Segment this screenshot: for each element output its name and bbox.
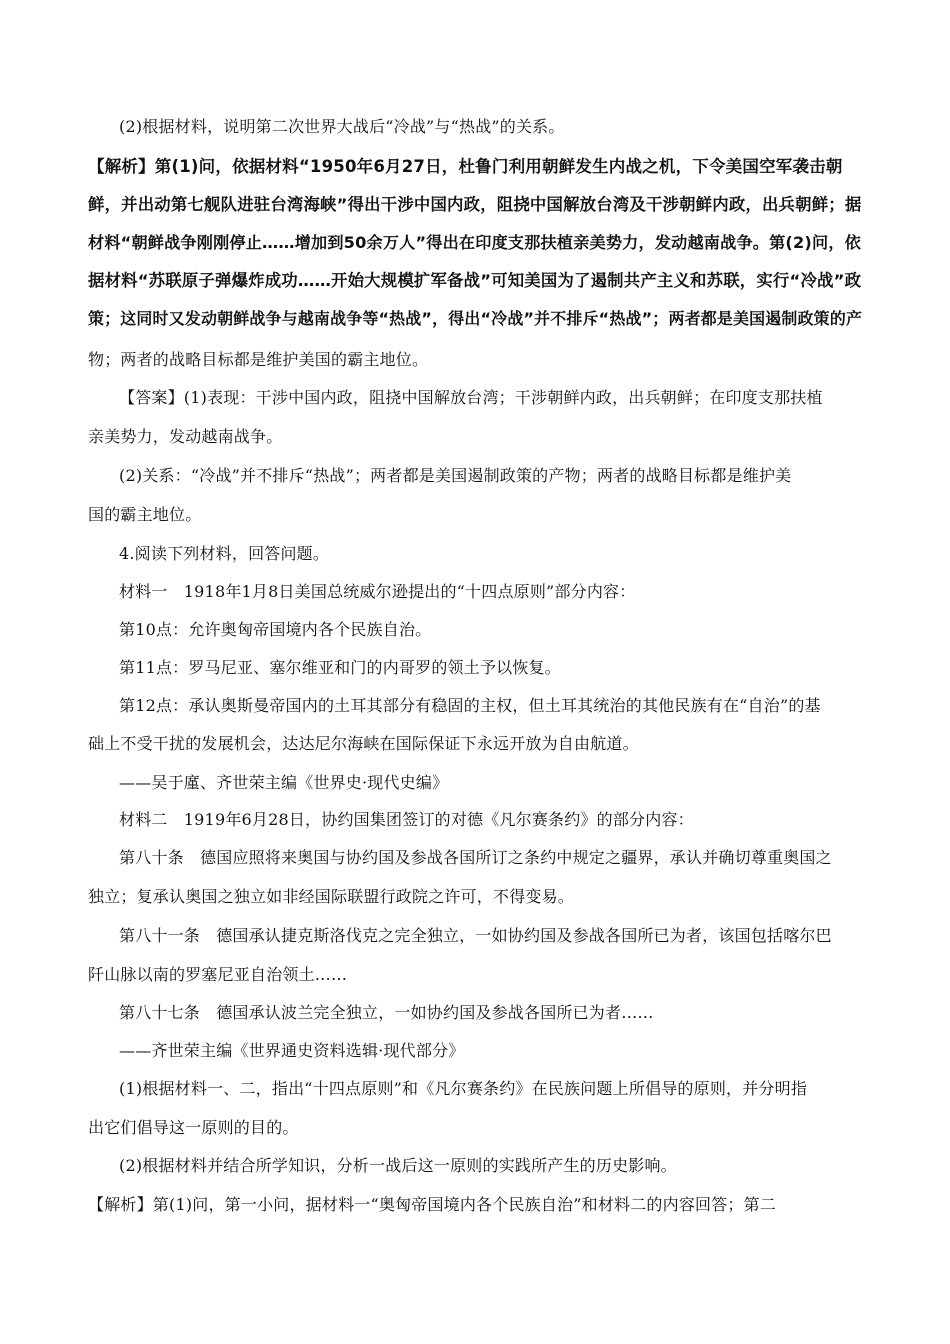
answer-line-3: (2)关系：“冷战”并不排斥“热战”；两者都是美国遏制政策的产物；两者的战略目标都是维护美 — [119, 466, 792, 485]
analysis-line-6: 物；两者的战略目标都是维护美国的霸主地位。 — [88, 350, 429, 369]
point-11: 第11点：罗马尼亚、塞尔维亚和门的内哥罗的领土予以恢复。 — [119, 658, 561, 677]
subquestion-1-line-1: (1)根据材料一、二，指出“十四点原则”和《凡尔赛条约》在民族问题上所倡导的原则，并分明指 — [119, 1079, 808, 1098]
material-1-source: ——吴于廑、齐世荣主编《世界史·现代史编》 — [119, 773, 449, 792]
answer-line-1: 【答案】(1)表现：干涉中国内政，阻挠中国解放台湾；干涉朝鲜内政，出兵朝鲜；在印度支那扶植 — [119, 388, 823, 407]
subquestion-2: (2)根据材料并结合所学知识，分析一战后这一原则的实践所产生的历史影响。 — [119, 1156, 677, 1175]
article-87: 第八十七条 德国承认波兰完全独立，一如协约国及参战各国所已为者…… — [119, 1003, 654, 1022]
subquestion-1-line-2: 出它们倡导这一原则的目的。 — [88, 1118, 299, 1137]
analysis-line-1: 【解析】第(1)问，依据材料“1950年6月27日，杜鲁门利用朝鲜发生内战之机，下令美国空军袭击朝 — [88, 157, 843, 176]
point-12-line-2: 础上不受干扰的发展机会，达达尼尔海峡在国际保证下永远开放为自由航道。 — [88, 734, 639, 753]
material-2-source: ——齐世荣主编《世界通史资料选辑·现代部分》 — [119, 1041, 465, 1060]
article-81-line-1: 第八十一条 德国承认捷克斯洛伐克之完全独立，一如协约国及参战各国所已为者，该国包括喀尔巴 — [119, 926, 832, 945]
point-10: 第10点：允许奥匈帝国境内各个民族自治。 — [119, 620, 432, 639]
question-2-prompt: (2)根据材料，说明第二次世界大战后“冷战”与“热战”的关系。 — [119, 117, 565, 136]
article-81-line-2: 阡山脉以南的罗塞尼亚自治领土…… — [88, 965, 348, 984]
analysis-line-3: 材料“朝鲜战争刚刚停止……增加到50余万人”得出在印度支那扶植亲美势力，发动越南战争。第(2)问，依 — [88, 233, 861, 252]
analysis-2-line-1: 【解析】第(1)问，第一小问，据材料一“奥匈帝国境内各个民族自治”和材料二的内容回答；第二 — [88, 1195, 777, 1214]
answer-line-2: 亲美势力，发动越南战争。 — [88, 427, 283, 446]
material-2-heading: 材料二 1919年6月28日，协约国集团签订的对德《凡尔赛条约》的部分内容： — [119, 810, 694, 829]
article-80-line-2: 独立；复承认奥国之独立如非经国际联盟行政院之许可，不得变易。 — [88, 887, 575, 906]
answer-line-4: 国的霸主地位。 — [88, 505, 202, 524]
article-80-line-1: 第八十条 德国应照将来奥国与协约国及参战各国所订之条约中规定之疆界，承认并确切尊重奥国之 — [119, 848, 832, 867]
analysis-line-2: 鲜，并出动第七舰队进驻台湾海峡”得出干涉中国内政，阻挠中国解放台湾及干涉朝鲜内政，出兵朝鲜；据 — [88, 195, 862, 214]
analysis-line-5: 策；这同时又发动朝鲜战争与越南战争等“热战”，得出“冷战”并不排斥“热战”；两者都是美国遏制政策的产 — [88, 309, 863, 328]
material-1-heading: 材料一 1918年1月8日美国总统威尔逊提出的“十四点原则”部分内容： — [119, 582, 636, 601]
point-12-line-1: 第12点：承认奥斯曼帝国内的土耳其部分有稳固的主权，但土耳其统治的其他民族有在“自治”的基 — [119, 696, 821, 715]
question-4-title: 4.阅读下列材料，回答问题。 — [119, 544, 330, 563]
analysis-line-4: 据材料“苏联原子弹爆炸成功……开始大规模扩军备战”可知美国为了遏制共产主义和苏联，实行“冷战”政 — [88, 271, 862, 290]
